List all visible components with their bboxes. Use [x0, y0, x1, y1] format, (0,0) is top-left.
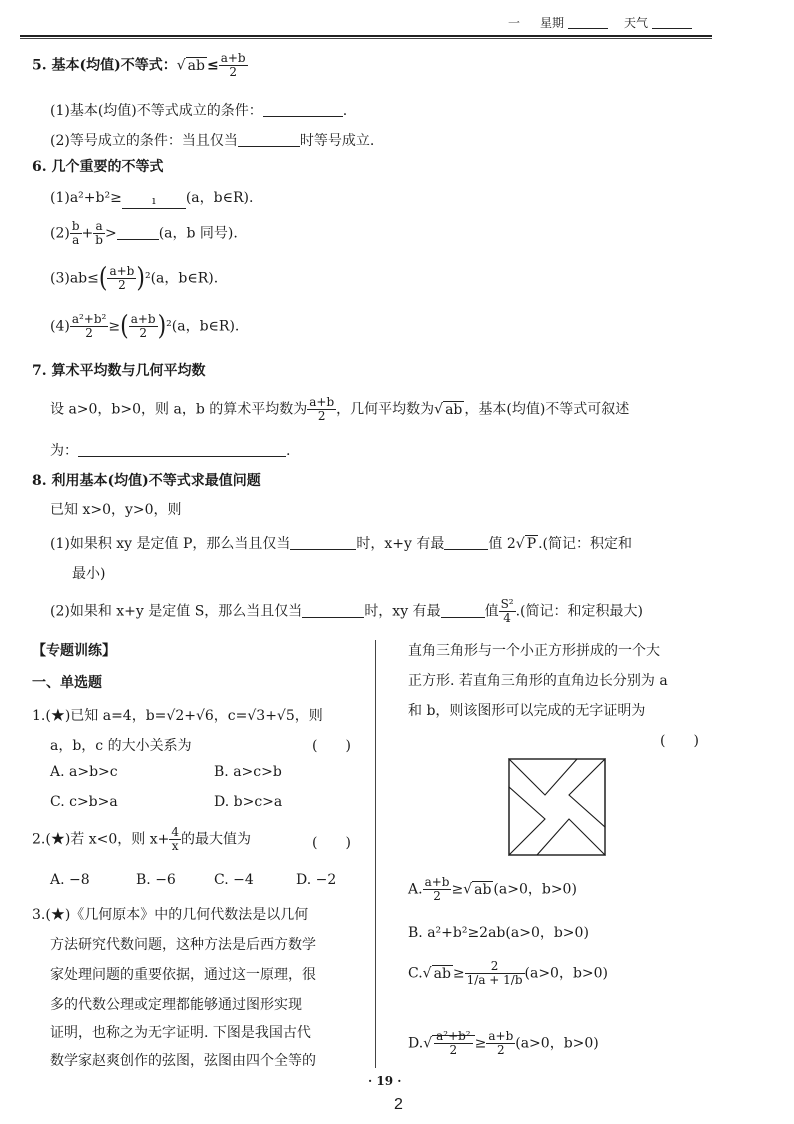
- q2-option-d[interactable]: D. −2: [296, 872, 337, 888]
- triangle-bottom: [537, 819, 605, 855]
- s6-i2-blank[interactable]: [117, 225, 159, 240]
- s6-i2-plus: +: [81, 225, 94, 242]
- q1-answer-paren[interactable]: ( ): [312, 738, 351, 754]
- q3-c-den: 1/a + 1/b: [466, 973, 523, 987]
- s7-l1-text2: ，几何平均数为: [336, 401, 435, 418]
- s7-l1-sqrt: ab: [445, 401, 463, 418]
- s8-given: 已知 x>0，y>0，则: [50, 502, 182, 518]
- s5-item2-end: 时等号成立.: [299, 133, 375, 149]
- q3-a-sqrt: ab: [474, 881, 492, 898]
- s6-i3-lparen: (: [98, 262, 108, 295]
- weekday-label: 星期: [540, 16, 565, 30]
- s8-item1-cont: 最小): [72, 566, 106, 582]
- s6-i2-label: (2): [50, 225, 70, 242]
- q1-option-d[interactable]: D. b>c>a: [214, 794, 283, 810]
- s8-i2-blank2[interactable]: [441, 603, 485, 618]
- s6-i4-rparen: ): [157, 310, 167, 343]
- s6-i3-text: (3)ab≤: [50, 270, 99, 287]
- s8-i1-sqrt: P: [526, 536, 537, 552]
- s7-l1-text3: ，基本(均值)不等式可叙述: [464, 401, 630, 418]
- s6-title: 6. 几个重要的不等式: [32, 159, 164, 175]
- s7-l1-num: a+b: [309, 395, 335, 409]
- s5-sqrt: ab: [187, 57, 205, 74]
- s6-i2-f1-num: b: [71, 219, 80, 233]
- s5-item1-end: .: [342, 103, 348, 119]
- s6-i3-end: ²(a，b∈R).: [144, 270, 219, 287]
- weather-blank[interactable]: [652, 14, 692, 29]
- q3-option-a[interactable]: A. $\frac{a+b}{2}$ ≥√ ab (a>0，b>0): [408, 875, 577, 903]
- q1-line2: a，b，c 的大小关系为: [50, 738, 192, 754]
- s6-i1-end: (a，b∈R).: [185, 190, 254, 206]
- q3-line-2: 方法研究代数问题，这种方法是后西方数学: [50, 937, 316, 953]
- s7-l2-blank[interactable]: [78, 442, 286, 457]
- q2-option-c[interactable]: C. −4: [214, 872, 254, 888]
- q3-line-5: 证明，也称之为无字证明. 下图是我国古代: [50, 1025, 311, 1041]
- q3-c-cond: (a>0，b>0): [524, 965, 609, 982]
- q2-text: 2.(★)若 x<0，则 x+: [32, 831, 170, 848]
- q1-option-a[interactable]: A. a>b>c: [50, 764, 118, 780]
- q3-right-line-1: 直角三角形与一个小正方形拼成的一个大: [408, 643, 660, 659]
- s6-i1-text: (1)a²+b²≥: [50, 190, 122, 206]
- s5-item2-blank[interactable]: [238, 132, 300, 147]
- s8-item1: (1)如果积 xy 是定值 P，那么当且仅当 时，x+y 有最 值 2√ P .(简记：积定和: [50, 536, 633, 552]
- q3-option-d[interactable]: D.√ $\frac{\text{a²+b²}}{2}$ ≥ $\frac{a+b}{2}$ (a>0，b>0): [408, 1029, 599, 1057]
- s5-rel: ≤: [206, 57, 219, 74]
- q3-c-num: 2: [465, 960, 525, 974]
- s5-item1-text: (1)基本(均值)不等式成立的条件：: [50, 103, 263, 119]
- s6-i2-f2-num: a: [93, 220, 105, 234]
- s8-item2: [50, 598, 643, 625]
- q3-c-label: C.: [408, 965, 423, 982]
- q3-line-4: 多的代数公理或定理都能够通过图形实现: [50, 997, 302, 1013]
- s7-l2-text: 为：: [50, 443, 78, 459]
- s6-i4-num1: a²+b²: [71, 312, 107, 326]
- s6-i4-num2: a+b: [130, 312, 156, 326]
- s5-item1-blank[interactable]: [263, 102, 343, 117]
- s5-frac-num: a+b: [220, 51, 246, 65]
- s6-i4-rel: ≥: [108, 318, 121, 335]
- q3-d-sqrt-frac: [434, 1030, 473, 1057]
- q3-d-label: D.: [408, 1035, 424, 1052]
- s6-item3: [50, 262, 219, 295]
- s5-item1: [50, 100, 347, 120]
- s5-title: 5. 基本(均值)不等式：√ ab ≤ $\frac{a+b}{2}$: [32, 51, 246, 79]
- header-rule-thin: [20, 38, 712, 39]
- q1-line1: 1.(★)已知 a=4，b=√2+√6，c=√3+√5，则: [32, 708, 323, 724]
- s8-i2-blank1[interactable]: [302, 603, 364, 618]
- q3-c-frac: [465, 960, 525, 987]
- s7-l1-text: 设 a>0，b>0，则 a，b 的算术平均数为: [50, 401, 308, 418]
- q3-line-6: 数学家赵爽创作的弦图，弦图由四个全等的: [50, 1053, 316, 1069]
- s6-i2-f1-den: a: [72, 233, 80, 247]
- s5-frac-den: 2: [229, 65, 237, 79]
- s6-i3-frac: [107, 265, 136, 292]
- weekday-blank[interactable]: [568, 14, 608, 29]
- q3-a-label: A.: [408, 881, 423, 898]
- s8-i2-num: S²: [500, 597, 514, 611]
- s6-i4-den2: 2: [139, 326, 147, 340]
- s6-i2-frac1: [70, 220, 82, 247]
- q1-option-b[interactable]: B. a>c>b: [214, 764, 282, 780]
- q2-line: [32, 826, 251, 853]
- training-subtitle: 一、单选题: [32, 675, 102, 691]
- s7-l1-den: 2: [317, 409, 326, 423]
- q3-d-cond: (a>0，b>0): [515, 1035, 599, 1052]
- s8-i1-blank1[interactable]: [290, 535, 356, 550]
- page-number: · 19 ·: [368, 1074, 402, 1088]
- s6-i2-frac2: [93, 220, 105, 247]
- s6-i3-den: 2: [118, 278, 126, 292]
- s5-fraction: [219, 52, 248, 79]
- q3-d-den: 2: [496, 1043, 505, 1057]
- s7-line2: [50, 440, 290, 460]
- s6-i4-label: (4): [50, 318, 70, 335]
- weather-label: 天气: [624, 16, 649, 30]
- triangle-right: [569, 759, 605, 827]
- s8-i1-text4: .(简记：积定和: [538, 536, 633, 552]
- s6-i4-frac2: [129, 313, 158, 340]
- q2-option-b[interactable]: B. −6: [136, 872, 176, 888]
- q3-line-3: 家处理问题的重要依据，通过这一原理，很: [50, 967, 316, 983]
- zhao-shuang-diagram: [508, 758, 606, 856]
- s6-item1: [50, 187, 253, 209]
- s8-i1-text2: 时，x+y 有最: [356, 536, 445, 552]
- s8-i2-frac: [499, 598, 516, 625]
- q2-den: x: [171, 839, 179, 853]
- s8-i1-text: (1)如果积 xy 是定值 P，那么当且仅当: [50, 536, 291, 552]
- q3-a-frac: [423, 876, 452, 903]
- s7-l2-end: .: [286, 443, 291, 459]
- q3-a-rel: ≥: [451, 881, 464, 898]
- s7-title: 7. 算术平均数与几何平均数: [32, 363, 206, 379]
- q1-option-c[interactable]: C. c>b>a: [50, 794, 118, 810]
- s6-i4-den1: 2: [85, 326, 93, 340]
- s8-i2-text4: .(简记：和定积最大): [515, 603, 643, 620]
- s5-item2-text: (2)等号成立的条件：当且仅当: [50, 133, 238, 149]
- s7-line1: 设 a>0，b>0，则 a，b 的算术平均数为 $\frac{a+b}{2}$ ，几何平均数为√ ab ，基本(均值)不等式可叙述: [50, 395, 630, 423]
- q3-d-sqrt-den: 2: [449, 1043, 458, 1057]
- header-dash: 一: [508, 16, 521, 30]
- q2-text2: 的最大值为: [180, 831, 251, 848]
- q3-a-num: a+b: [424, 875, 450, 889]
- s8-title: 8. 利用基本(均值)不等式求最值问题: [32, 473, 261, 489]
- s7-l1-frac: [307, 396, 336, 423]
- sheet-number: 2: [394, 1096, 403, 1113]
- s8-i2-text3: 值: [484, 603, 499, 620]
- s8-i1-text3: 值 2: [488, 536, 516, 552]
- q3-c-rel: ≥: [452, 965, 465, 982]
- s8-i2-text: (2)如果和 x+y 是定值 S，那么当且仅当: [50, 603, 303, 620]
- q3-d-sqrt-num: a²+b²: [436, 1029, 471, 1043]
- s6-i1-blank[interactable]: ı: [122, 194, 186, 209]
- s8-i1-blank2[interactable]: [444, 535, 488, 550]
- q3-d-rel: ≥: [474, 1035, 487, 1052]
- q2-option-a[interactable]: A. −8: [50, 872, 90, 888]
- s8-i2-text2: 时，xy 有最: [364, 603, 441, 620]
- s8-i2-den: 4: [503, 611, 511, 625]
- q3-c-sqrt: ab: [433, 965, 451, 982]
- s6-i3-num: a+b: [109, 264, 135, 278]
- s6-i4-frac1: [70, 313, 109, 340]
- q3-d-frac: [486, 1030, 515, 1057]
- q3-d-num: a+b: [488, 1029, 514, 1043]
- q3-a-den: 2: [433, 889, 441, 903]
- s6-i4-lparen: (: [120, 310, 129, 343]
- q3-answer-paren[interactable]: ( ): [660, 733, 699, 749]
- s6-i4-end: ²(a，b∈R).: [166, 318, 240, 335]
- training-title: 【专题训练】: [32, 643, 116, 659]
- q3-a-cond: (a>0，b>0): [493, 881, 577, 898]
- s6-i2-f2-den: b: [95, 233, 103, 247]
- triangle-top: [509, 759, 577, 795]
- column-divider: [375, 640, 376, 1068]
- q3-d-sqrt: [432, 1029, 475, 1057]
- q3-right-line-2: 正方形. 若直角三角形的直角边长分别为 a: [408, 673, 668, 689]
- q2-frac: [169, 826, 181, 853]
- s5-title-text: 5. 基本(均值)不等式：: [32, 57, 177, 74]
- q3-line-1: 3.(★)《几何原本》中的几何代数法是以几何: [32, 907, 309, 923]
- q2-answer-paren[interactable]: ( ): [312, 835, 351, 851]
- q3-option-c[interactable]: C.√ ab ≥ $\frac{2}{1/a + 1/b}$ (a>0，b>0): [408, 959, 609, 987]
- q3-option-b[interactable]: B. a²+b²≥2ab(a>0，b>0): [408, 925, 589, 941]
- s5-item2: [50, 130, 374, 150]
- q3-right-line-3: 和 b，则该图形可以完成的无字证明为: [408, 703, 646, 719]
- triangle-left: [509, 787, 545, 855]
- header-rule: [20, 35, 712, 37]
- s6-i2-rel: >: [104, 225, 117, 242]
- s6-item4: [50, 310, 240, 343]
- s6-i3-rparen: ): [136, 262, 145, 295]
- q2-num: 4: [171, 825, 179, 839]
- s6-item2: [50, 220, 238, 247]
- s6-i2-end: (a，b 同号).: [158, 225, 238, 242]
